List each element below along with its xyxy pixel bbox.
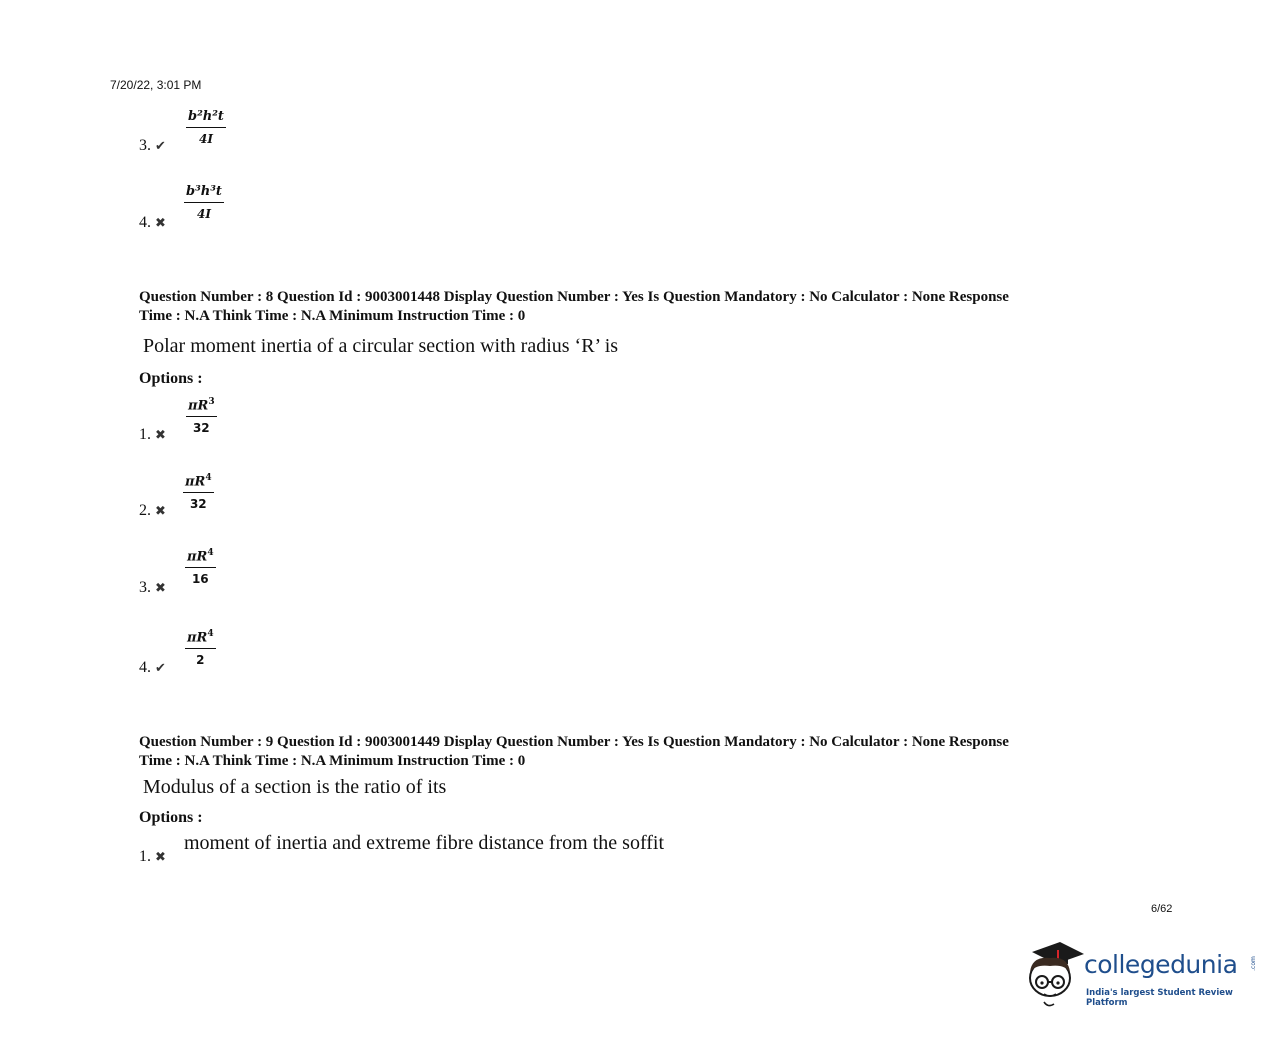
q8-option-3 xyxy=(139,579,166,597)
fraction-numerator: $\pi R^4$ xyxy=(185,630,216,649)
q8-option-2-fraction xyxy=(183,474,214,510)
fraction-numerator: b²h²t xyxy=(186,110,226,128)
prev-option-3-fraction xyxy=(186,110,226,145)
q9-meta xyxy=(139,733,1159,771)
cross-icon: ✖ xyxy=(155,215,166,230)
q9-option-1 xyxy=(139,848,166,866)
page-number: 6/62 xyxy=(1151,903,1173,915)
cross-icon: ✖ xyxy=(155,580,166,595)
q8-options-label: Options : xyxy=(139,370,203,387)
prev-option-4 xyxy=(139,214,166,232)
fraction-numerator: $\pi R^3$ xyxy=(186,398,217,417)
q8-text: Polar moment inertia of a circular section with radius ‘R’ is xyxy=(143,335,619,357)
cross-icon: ✖ xyxy=(155,503,166,518)
prev-option-4-fraction xyxy=(184,185,224,220)
option-number: 3. xyxy=(139,579,151,596)
fraction-denominator: 2 xyxy=(196,653,205,668)
check-icon: ✔ xyxy=(155,660,166,675)
option-number: 3. xyxy=(139,137,151,154)
option-number: 4. xyxy=(139,214,151,231)
q9-meta-line1: Question Number : 9 Question Id : 9003001449 Display Question Number : Yes Is Question Mandatory : No Calculator : None Response xyxy=(139,734,1009,750)
cross-icon: ✖ xyxy=(155,849,166,864)
q9-option-1-text: moment of inertia and extreme fibre distance from the soffit xyxy=(184,832,665,854)
q8-option-2 xyxy=(139,502,166,520)
page-timestamp: 7/20/22, 3:01 PM xyxy=(110,78,202,92)
option-number: 4. xyxy=(139,659,151,676)
cross-icon: ✖ xyxy=(155,427,166,442)
check-icon: ✔ xyxy=(155,138,166,153)
fraction-denominator: 32 xyxy=(192,421,210,436)
logo-tagline: India's largest Student Review Platform xyxy=(1086,988,1233,1008)
q8-meta-line1: Question Number : 8 Question Id : 9003001448 Display Question Number : Yes Is Question Mandatory : No Calculator : None Response xyxy=(139,289,1009,305)
fraction-denominator: 32 xyxy=(189,497,207,512)
fraction-numerator: $\pi R^4$ xyxy=(185,549,216,568)
mascot-icon xyxy=(1024,938,1086,1008)
option-number: 1. xyxy=(139,848,151,865)
q9-options-label: Options : xyxy=(139,809,203,826)
q9-meta-line2: Time : N.A Think Time : N.A Minimum Instruction Time : 0 xyxy=(139,753,526,769)
q9-text: Modulus of a section is the ratio of its xyxy=(143,776,447,798)
collegedunia-logo xyxy=(1024,938,1264,1010)
logo-wordmark: collegedunia xyxy=(1084,950,1238,979)
fraction-denominator: 16 xyxy=(191,572,209,587)
q8-option-1-fraction xyxy=(186,398,217,434)
fraction-denominator: 4I xyxy=(196,207,211,221)
fraction-denominator: 4I xyxy=(198,132,213,146)
prev-option-3 xyxy=(139,137,166,155)
fraction-numerator: $\pi R^4$ xyxy=(183,474,214,493)
q8-option-3-fraction xyxy=(185,549,216,585)
logo-suffix: .com xyxy=(1249,956,1257,971)
q8-meta xyxy=(139,288,1159,326)
q8-meta-line2: Time : N.A Think Time : N.A Minimum Instruction Time : 0 xyxy=(139,308,526,324)
fraction-numerator: b³h³t xyxy=(184,185,224,203)
q8-option-1 xyxy=(139,426,166,444)
option-number: 1. xyxy=(139,426,151,443)
q8-option-4-fraction xyxy=(185,630,216,666)
option-number: 2. xyxy=(139,502,151,519)
q8-option-4 xyxy=(139,659,166,677)
